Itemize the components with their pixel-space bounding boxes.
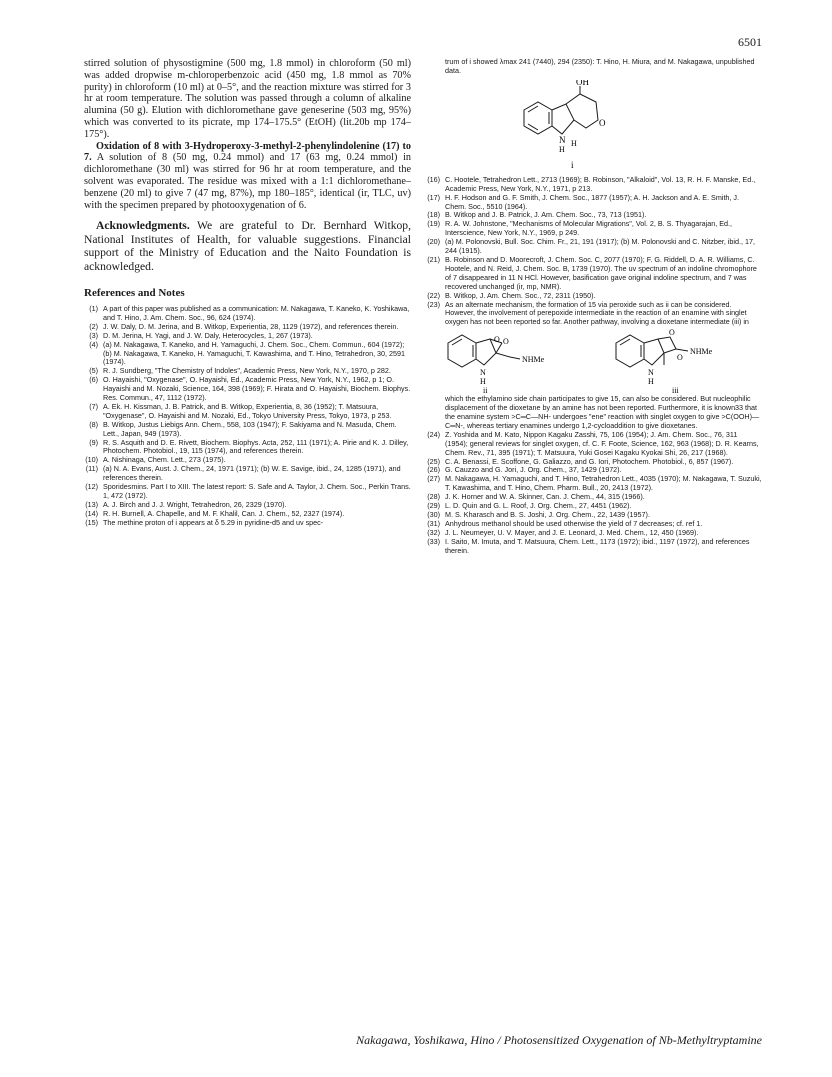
references-list-right-a	[426, 176, 762, 327]
reference-text: The methine proton of i appears at δ 5.29 in pyridine-d5 and uv spec-	[103, 517, 324, 527]
reference-number: (10)	[85, 455, 98, 465]
struct-ii-nhme: NHMe	[522, 355, 545, 365]
oxidation-body: A solution of 8 (50 mg, 0.24 mmol) and 17 (63 mg, 0.24 mmol) in dichloromethane (30 ml) was stirred for 96 hr at room temperature, and the solvent was evaporated. The residue was mixed with a 1:1 dichloromethane–benzene (20 ml) to give 7 (47 mg, 87%), mp 180–185°, identical (ir, TLC, uv) with the specimen prepared by photooxygenation of 6.	[84, 152, 411, 211]
reference-text: M. S. Kharasch and B. S. Joshi, J. Org. Chem., 22, 1439 (1957).	[445, 510, 650, 519]
reference-text: A. Ek. H. Kissman, J. B. Patrick, and B. Witkop, Experientia, 8, 36 (1952); T. Matsuura, "Oxygenase", O. Hayaishi and M. Nozaki, Ed., Tokyo University Press, Tokyo, 1973, p 253.	[103, 401, 392, 420]
reference-number: (5)	[89, 366, 98, 376]
reference-number: (28)	[427, 492, 440, 502]
reference-text: O. Hayaishi, "Oxygenase", O. Hayaishi, Ed., Academic Press, New York, N.Y., 1962, p 1; O. Hayaishi and M. Nozaki, Science, 164, 398 (1969); F. Hirata and O. Hayaishi, Biochem. Biophys. Res. Commun., 47, 1112 (1972).	[103, 375, 411, 403]
reference-text: B. Witkop and J. B. Patrick, J. Am. Chem. Soc., 73, 713 (1951).	[445, 210, 647, 220]
struct-iii-nhme: NHMe	[690, 347, 713, 357]
references-heading: References and Notes	[84, 286, 185, 299]
reference-23-continuation: which the ethylamino side chain participates to give 15, can also be considered. But nucleophilic displacement of the dioxetane by an amine has not been reported. Furthermore, it is known33 that the enamine system >C═C—NH- undergoes "ene" reaction with singlet oxygen to give >C(OOH)—C═N-, whereas tertiary enamines undergo 1,2-cycloaddition to give dioxetanes.	[445, 394, 760, 430]
reference-number: (33)	[427, 536, 440, 546]
reference-number: (24)	[427, 429, 440, 439]
reference-text: Sporidesmins. Part I to XIII. The latest report: S. Safe and A. Taylor, J. Chem. Soc., Perkin Trans. 1, 472 (1972).	[103, 482, 411, 501]
page-number: 6501	[738, 35, 762, 49]
struct-i-h2: H	[571, 138, 577, 148]
struct-iii-o2: O	[677, 353, 683, 363]
reference-number: (32)	[427, 527, 440, 537]
reference-text: R. S. Asquith and D. E. Rivett, Biochem. Biophys. Acta, 252, 111 (1971); A. Pirie and K. J. Dilley, Photochem. Photobiol., 19, 115 (1974), and references therein.	[103, 437, 409, 456]
right-column	[426, 58, 762, 556]
reference-text: R. J. Sundberg, "The Chemistry of Indoles", Academic Press, New York, N.Y., 1970, p 282.	[103, 366, 391, 376]
reference-text: B. Robinson and D. Moorecroft, J. Chem. Soc. C, 2077 (1970); F. G. Riddell, D. A. R. Williams, C. Hootele, and N. Reid, J. Chem. Soc. B, 1739 (1970). The uv spectrum of an indoline chromophore of 7 disappeared in 11 N HCl. However, basification gave original indoline spectrum, and 7 was recovered unchanged (ir, mp, NMR).	[445, 254, 757, 291]
struct-i-oh: OH	[576, 79, 589, 87]
reference-text: R. H. Burnell, A. Chapelle, and M. F. Khalil, Can. J. Chem., 52, 2327 (1974).	[103, 508, 345, 518]
reference-number: (17)	[427, 192, 440, 202]
reference-text: R. A. W. Johnstone, "Mechanisms of Molecular Migrations", Vol. 2, B. S. Thyagarajan, Ed., Interscience, New York, N.Y., 1969, p 249.	[445, 219, 733, 238]
references-list-right-b	[426, 431, 762, 556]
struct-iii-h: H	[648, 377, 654, 387]
reference-entry	[84, 519, 411, 528]
acknowledgments	[84, 219, 411, 273]
reference-entry	[84, 403, 411, 421]
reference-entry	[84, 483, 411, 501]
acknowledgments-heading: Acknowledgments.	[96, 219, 190, 233]
reference-entry	[426, 238, 762, 256]
reference-text: (a) N. A. Evans, Aust. J. Chem., 24, 1971 (1971); (b) W. E. Savige, ibid., 24, 1285 (1971), and references therein.	[103, 464, 401, 483]
reference-number: (8)	[89, 419, 98, 429]
reference-text: D. M. Jerina, H. Yagi, and J. W. Daly, Heterocycles, 1, 267 (1973).	[103, 330, 313, 340]
reference-text: C. A. Benassi, E. Scoffone, G. Galiazzo, and G. Iori, Photochem. Photobiol., 6, 857 (1967).	[445, 456, 734, 466]
reference-entry	[426, 194, 762, 212]
structure-i	[514, 80, 634, 172]
reference-number: (25)	[427, 456, 440, 466]
reference-entry	[426, 176, 762, 194]
reference-text: I. Saito, M. Imuta, and T. Matsuura, Chem. Lett., 1173 (1972); ibid., 1197 (1972), and references therein.	[445, 536, 750, 555]
reference-text: Anhydrous methanol should be used otherwise the yield of 7 decreases; cf. ref 1.	[445, 518, 703, 528]
struct-ii-o2: O	[503, 337, 509, 347]
reference-entry	[426, 301, 762, 328]
reference-text: G. Cauzzo and G. Jori, J. Org. Chem., 37, 1429 (1972).	[445, 465, 622, 475]
reference-number: (9)	[89, 437, 98, 447]
reference-entry	[84, 305, 411, 323]
struct-iii-caption: iii	[672, 386, 679, 396]
reference-text: L. D. Quin and G. L. Roof, J. Org. Chem., 27, 4451 (1962).	[445, 501, 632, 511]
reference-number: (27)	[427, 474, 440, 484]
reference-text: A. J. Birch and J. J. Wright, Tetrahedron, 26, 2329 (1970).	[103, 499, 287, 509]
reference-15-continuation: trum of i showed λmax 241 (7440), 294 (2350): T. Hino, H. Miura, and M. Nakagawa, unpublished data.	[445, 57, 755, 75]
struct-ii-h: H	[480, 377, 486, 387]
running-footer: Nakagawa, Yoshikawa, Hino / Photosensitized Oxygenation of Nb-Methyltryptamine	[356, 1033, 762, 1047]
reference-number: (20)	[427, 237, 440, 247]
reference-entry	[426, 431, 762, 458]
reference-entry	[426, 475, 762, 493]
reference-number: (3)	[89, 330, 98, 340]
structures-ii-iii	[426, 329, 762, 395]
struct-i-n: N	[559, 134, 566, 145]
reference-number: (15)	[85, 517, 98, 527]
struct-i-caption: i	[571, 159, 574, 170]
struct-i-h1: H	[559, 144, 565, 154]
reference-number: (30)	[427, 510, 440, 519]
reference-entry	[84, 465, 411, 483]
reference-text: Z. Yoshida and M. Kato, Nippon Kagaku Zasshi, 75, 106 (1954); J. Am. Chem. Soc., 76, 311 (1954); general reviews for singlet oxygen, cf. C. F. Foote, Science, 162, 963 (1968); D. R. Kearns, Chem. Rev., 71, 395 (1971); T. Matsuura, Yuki Gosei Kagaku Kyokai Shi, 26, 217 (1968).	[445, 429, 759, 457]
struct-ii-o1: O	[494, 335, 500, 345]
acknowledgments-body: We are grateful to Dr. Bernhard Witkop, National Institutes of Health, for valuable suggestions. Financial support of the Ministry of Education and the Naito Foundation is acknowledged.	[84, 219, 411, 273]
reference-entry	[426, 256, 762, 292]
struct-iii-n: N	[648, 368, 654, 378]
reference-number: (6)	[89, 375, 98, 385]
reference-number: (22)	[427, 290, 440, 300]
reference-entry	[426, 220, 762, 238]
references-list-left	[84, 305, 411, 528]
experimental-paragraph: stirred solution of physostigmine (500 mg, 1.8 mmol) in chloroform (50 ml) was added dropwise m-chloroperbenzoic acid (450 mg, 1.8 mmol as 70% purity) in chloroform (10 ml) at 0–5°, and the reaction mixture was stirred for 3 hr at room temperature. The solution was passed through a column of alkaline alumina (50 g). Elution with dichloromethane gave geneserine (503 mg, 95%) which was converted to its picrate, mp 174–175.5° (EtOH) (lit.20b mp 174–175°).	[84, 58, 411, 140]
reference-entry	[426, 538, 762, 556]
reference-text: (a) M. Polonovski, Bull. Soc. Chim. Fr., 21, 191 (1917); (b) M. Polonovski and C. Nitzber, ibid., 17, 244 (1915).	[445, 237, 755, 256]
oxidation-paragraph	[84, 141, 411, 212]
struct-iii-o1: O	[669, 329, 675, 338]
reference-entry	[84, 421, 411, 439]
reference-number: (23)	[427, 299, 440, 309]
structure-iii	[608, 329, 748, 395]
reference-text: J. L. Neumeyer, U. V. Mayer, and J. E. Leonard, J. Med. Chem., 12, 450 (1969).	[445, 527, 699, 537]
reference-entry	[84, 376, 411, 403]
reference-entry	[84, 341, 411, 368]
reference-number: (7)	[89, 401, 98, 411]
reference-text: J. W. Daly, D. M. Jerina, and B. Witkop, Experientia, 28, 1129 (1972), and references therein.	[103, 321, 399, 331]
reference-number: (2)	[89, 321, 98, 331]
reference-entry	[84, 439, 411, 457]
reference-text: (a) M. Nakagawa, T. Kaneko, and H. Yamaguchi, J. Chem. Soc., Chem. Commun., 604 (1972); (b) M. Nakagawa, T. Kaneko, H. Yamaguchi, T. Kawashima, and T. Hino, Tetrahedron, 30, 2591 (1974).	[103, 339, 406, 367]
reference-number: (19)	[427, 219, 440, 229]
reference-number: (29)	[427, 501, 440, 511]
struct-i-o: O	[599, 117, 606, 128]
reference-text: A. Nishinaga, Chem. Lett., 273 (1975).	[103, 455, 226, 465]
reference-number: (4)	[89, 339, 98, 349]
reference-number: (16)	[427, 174, 440, 184]
reference-number: (18)	[427, 210, 440, 220]
reference-number: (11)	[85, 464, 98, 474]
reference-number: (21)	[427, 254, 440, 264]
reference-number: (1)	[89, 303, 98, 313]
struct-ii-n: N	[480, 368, 486, 378]
reference-number: (13)	[85, 499, 98, 509]
reference-text: H. F. Hodson and G. F. Smith, J. Chem. Soc., 1877 (1957); A. H. Jackson and A. E. Smith, J. Chem. Soc., 5510 (1964).	[445, 192, 740, 211]
structure-ii	[440, 329, 580, 395]
reference-number: (14)	[85, 508, 98, 518]
reference-text: J. K. Horner and W. A. Skinner, Can. J. Chem., 44, 315 (1966).	[445, 492, 645, 502]
reference-text: M. Nakagawa, H. Yamaguchi, and T. Hino, Tetrahedron Lett., 4035 (1970); M. Nakagawa, T. Suzuki, T. Kawashima, and T. Hino, Chem. Pharm. Bull., 20, 2413 (1972).	[445, 474, 762, 493]
left-column	[84, 58, 411, 528]
struct-ii-caption: ii	[483, 386, 488, 396]
reference-number: (31)	[427, 518, 440, 528]
reference-text: B. Witkop, J. Am. Chem. Soc., 72, 2311 (1950).	[445, 290, 596, 300]
oxidation-heading: Oxidation of 8 with 3-Hydroperoxy-3-methyl-2-phenylindolenine (17) to 7.	[84, 140, 411, 164]
reference-text: As an alternate mechanism, the formation of 15 via peroxide such as ii can be considered. However, the involvement of perepoxide intermediate in the reaction of an enamine with singlet oxygen has not been reported so far. Another pathway, involving a dioxetane intermediate (iii) in	[445, 299, 749, 327]
reference-text: B. Witkop, Justus Liebigs Ann. Chem., 558, 103 (1947); F. Sakiyama and N. Masuda, Chem. Lett., Japan, 949 (1973).	[103, 419, 397, 438]
reference-text: C. Hootele, Tetrahedron Lett., 2713 (1969); B. Robinson, "Alkaloid", Vol. 13, R. H. F. Manske, Ed., Academic Press, New York, N.Y., 1971, p 213.	[445, 174, 756, 193]
reference-number: (12)	[85, 482, 98, 492]
reference-number: (26)	[427, 465, 440, 475]
reference-text: A part of this paper was published as a communication: M. Nakagawa, T. Kaneko, K. Yoshikawa, and T. Hino, J. Am. Chem. Soc., 96, 624 (1974).	[103, 303, 410, 322]
